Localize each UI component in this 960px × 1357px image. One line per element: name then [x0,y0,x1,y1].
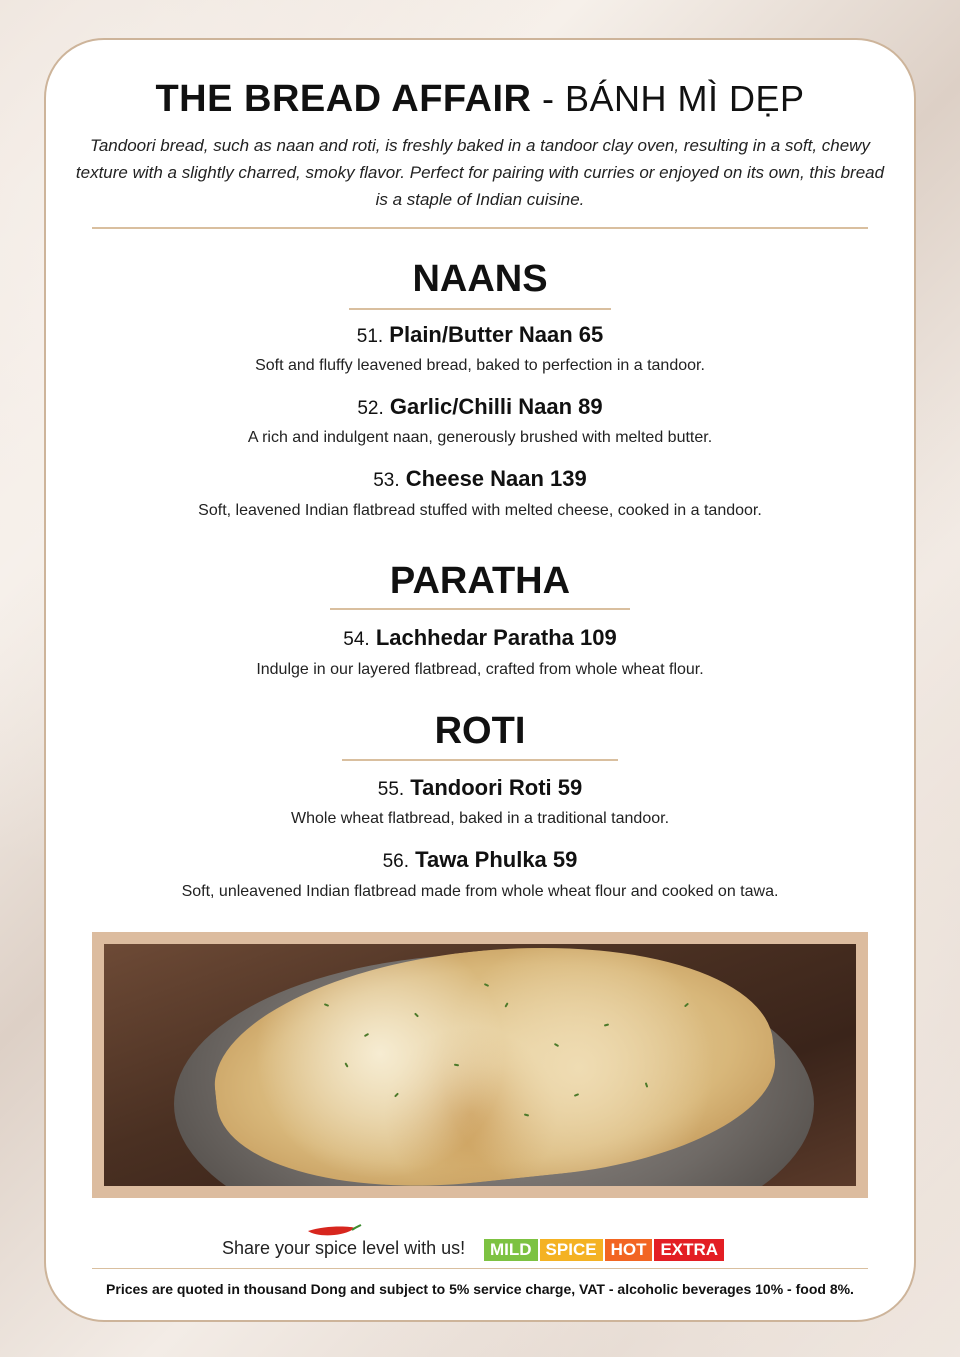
page-title-sub: - BÁNH MÌ DẸP [531,78,805,119]
section-title-roti: ROTI [434,710,526,752]
item-title: Tandoori Roti 59 [410,775,583,800]
spice-badge-extra: EXTRA [654,1239,724,1261]
menu-item-description: A rich and indulgent naan, generously brushed with melted butter. [247,429,713,446]
spice-badge-hot: HOT [605,1239,653,1261]
section-divider-paratha [330,608,630,610]
intro-text: Tandoori bread, such as naan and roti, is freshly baked in a tandoor clay oven, resulting in a soft, chewy texture with a slightly charred, smoky flavor. Perfect for pairing with curries or enjoyed on its own, this bread is a staple of Indian cuisine. [75,136,885,209]
menu-item-description: Soft, leavened Indian flatbread stuffed with melted cheese, cooked in a tandoor. [198,502,762,519]
spice-prompt: Share your spice level with us! [222,1238,466,1258]
menu-item-description: Soft, unleavened Indian flatbread made from whole wheat flour and cooked on tawa. [181,883,779,900]
item-title: Lachhedar Paratha 109 [375,625,617,650]
footer-price-note: Prices are quoted in thousand Dong and subject to 5% service charge, VAT - alcoholic beverages 10% - food 8%. [106,1281,854,1297]
menu-item-name [0,322,960,348]
item-number: 54. [343,629,370,650]
menu-item-name [0,775,960,801]
naan-photo [104,944,856,1186]
spice-level-bar [0,1224,960,1264]
spice-badge-mild: MILD [484,1239,538,1261]
item-title: Garlic/Chilli Naan 89 [389,394,603,419]
spice-badge-spice: SPICE [540,1239,603,1261]
item-title: Plain/Butter Naan 65 [389,322,604,347]
menu-item-description: Soft and fluffy leavened bread, baked to perfection in a tandoor. [255,357,705,374]
menu-item-name [0,847,960,873]
item-title: Cheese Naan 139 [405,466,587,491]
section-title-paratha: PARATHA [389,560,571,602]
section-divider-naans [349,308,611,310]
item-number: 55. [377,779,405,800]
page-title [0,78,960,121]
item-title: Tawa Phulka 59 [415,847,578,872]
item-number: 56. [382,851,410,872]
item-number: 51. [356,326,384,347]
chili-pepper-icon [306,1224,362,1238]
menu-item-name [0,625,960,651]
footer-divider [92,1268,868,1269]
item-number: 53. [373,470,400,491]
menu-item-name [0,466,960,492]
spice-level-badges [484,1239,726,1261]
item-number: 52. [357,398,384,419]
menu-item-description: Indulge in our layered flatbread, crafted from whole wheat flour. [256,661,704,678]
naan-photo-frame [92,932,868,1198]
menu-item-name [0,394,960,420]
page-title-main: THE BREAD AFFAIR [155,78,532,120]
menu-item-description: Whole wheat flatbread, baked in a traditional tandoor. [290,810,670,827]
section-title-naans: NAANS [412,258,548,300]
section-divider-roti [342,759,618,761]
header-divider [92,227,868,229]
